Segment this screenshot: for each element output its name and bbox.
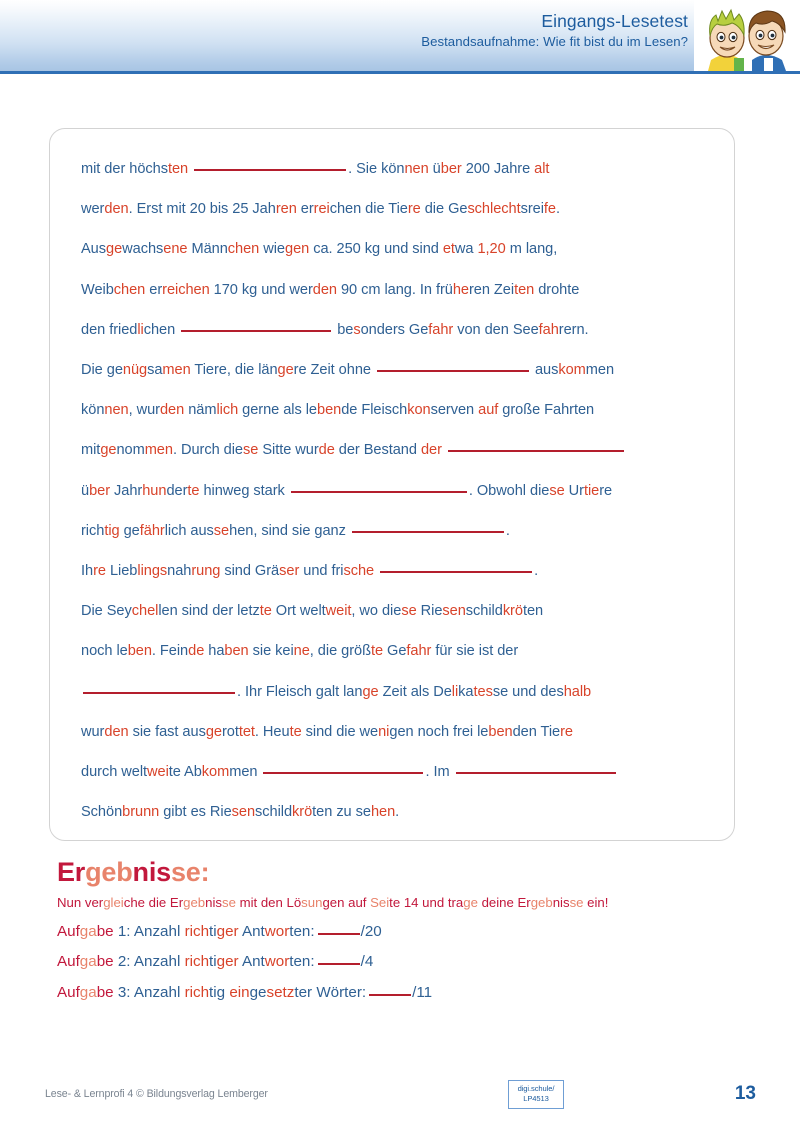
text-run: Nun ver [57,895,104,911]
text-run: ga [79,953,97,971]
text-run: nis [132,857,171,887]
text-run: ter: [344,983,367,1001]
text-run: ca. 250 kg und sind [313,241,443,258]
text-run: . Fein [151,643,189,660]
text-run: 90 cm lang. In frü [340,281,453,298]
text-run: schlecht [467,201,521,218]
text-run: che die Er [123,895,184,911]
text-run: noch le [81,643,128,660]
text-run: de Fleisch [341,402,408,419]
text-run: men [229,764,262,781]
passage-line [81,551,716,591]
text-run: tet [238,723,255,740]
text-run: ga [79,923,97,941]
text-run: wor [264,953,290,971]
text-run: ü [432,161,441,177]
text-run: Auf [57,923,80,941]
text-run: wei [147,764,169,781]
text-run: ber [89,482,115,499]
text-run: fe [543,201,556,218]
text-run: den [312,281,341,298]
text-run: nen [404,161,433,177]
score-max: /11 [412,983,433,1001]
text-run: rot [221,723,239,740]
text-run: aus [530,362,559,379]
text-run: ge [205,723,222,740]
text-run: re [560,723,573,740]
text-run: rich [184,983,210,1001]
text-run: chel [131,603,159,620]
text-run: ge [106,241,123,258]
text-run: brunn [122,804,164,821]
text-run: mit [81,442,101,459]
page-header [0,0,800,75]
text-run: ten zu se [312,804,371,821]
text-run: kon [407,402,431,419]
text-run: Ge [387,643,407,660]
answer-blank[interactable] [291,491,467,493]
text-run: ben [317,402,342,419]
answer-blank[interactable] [263,772,423,774]
text-run: onders Ge [360,321,429,338]
text-run: Wör [316,983,345,1001]
text-run: Lieb [109,563,138,580]
text-run: Sei [370,895,390,911]
text-run: Ur [568,482,584,499]
text-run: tes [473,683,493,700]
text-run: auf [478,402,503,419]
text-run: te [389,895,404,911]
text-run: chen die Tie [329,201,408,218]
text-run: tig [209,983,230,1001]
text-run: rung [191,563,225,580]
text-run: den [104,201,129,218]
passage-line [81,792,716,832]
text-run: ge [277,362,294,379]
text-run: re [93,563,110,580]
text-run: de [188,643,209,660]
text-run: Männ [191,241,228,258]
results-section [57,858,757,1002]
text-run: ten [522,603,544,620]
passage-text [81,149,716,832]
text-run: von den See [457,321,539,338]
text-run: , wur [128,402,160,419]
passage-line [81,149,716,189]
text-run: li [137,321,144,338]
text-run: rich [184,953,210,971]
text-run: Rie [420,603,443,620]
text-run: alt [534,161,550,177]
page-footer [0,1079,800,1131]
score-input-blank[interactable] [318,963,360,965]
text-run: . Obwohl die [468,482,550,499]
text-run: tig [104,522,124,539]
text-run: te [289,723,306,740]
text-run: lich aus [164,522,214,539]
text-run: Anzahl [133,953,185,971]
text-run: gerne als le [242,402,317,419]
text-run: . [555,201,560,218]
text-run: weit [325,603,352,620]
text-run: Aus [81,241,106,258]
passage-line [81,189,716,229]
text-run: . [395,804,400,821]
text-run: nüg [122,362,148,379]
answer-blank[interactable] [181,330,331,332]
text-run: Jahr [114,482,143,499]
text-run: se [213,522,230,539]
text-run: ge [249,983,267,1001]
passage-line [81,350,716,390]
text-run: 14 und tra [403,895,464,911]
answer-blank[interactable] [380,571,532,573]
text-run: fähr [139,522,165,539]
text-run: hen [370,804,396,821]
text-run: chen [227,241,264,258]
text-run: 3: [117,983,134,1001]
text-run: sun [301,895,323,911]
text-run: ren Zei [468,281,515,298]
passage-line [81,390,716,430]
text-run: , wo die [351,603,402,620]
text-run: Ih [81,563,94,580]
text-run: be [96,983,118,1001]
text-run: te Ab [168,764,202,781]
results-heading [57,858,757,886]
text-run: nen [104,402,129,419]
text-run: der Bestand [338,442,421,459]
text-run: geb [183,895,206,911]
text-run: be [96,923,118,941]
score-max: /20 [360,923,382,941]
text-run: se: [170,857,210,887]
text-run: sind Grä [224,563,280,580]
text-run: sche [343,563,379,580]
text-run: Ort welt [275,603,326,620]
header-bottom-rule [0,71,800,74]
text-run: und fri [303,563,344,580]
text-run: sen [442,603,466,620]
text-run: sa [147,362,163,379]
passage-line [81,430,716,470]
text-run: Anzahl [133,983,185,1001]
two-children-illustration [694,0,800,71]
text-run: tie [583,482,600,499]
text-run: wor [264,923,290,941]
text-run: ga [79,983,97,1001]
text-run: li [451,683,459,700]
text-run: reichen [162,281,214,298]
text-run: ten [514,281,539,298]
score-input-blank[interactable] [369,994,411,996]
text-run: se und des [492,683,564,700]
text-run: rich [81,522,105,539]
text-run: rei [313,201,330,218]
text-run: sie fast aus [132,723,206,740]
text-run: nah [167,563,192,580]
text-run: ka [458,683,474,700]
text-run: be [96,953,118,971]
text-run: der [166,482,188,499]
text-run: geb [85,857,133,887]
text-run: , die größ [309,643,371,660]
text-run: 200 Jahre [465,161,535,177]
passage-line [81,270,716,310]
text-run: 1: [117,923,134,941]
text-run: ge [463,895,482,911]
text-run: ger [216,923,242,941]
text-run: . Durch die [172,442,243,459]
text-run: hinweg stark [203,482,289,499]
text-run: 1,20 [477,241,510,258]
text-run: lings [137,563,168,580]
answer-blank[interactable] [456,772,616,774]
page-number: 13 [734,1083,756,1104]
text-run: . Im [425,764,454,781]
text-run: ene [163,241,192,258]
score-input-blank[interactable] [318,933,360,935]
text-run: he [452,281,469,298]
text-run: wur [81,723,105,740]
text-run: se [221,895,240,911]
text-run: ben [488,723,513,740]
text-run: ti [209,923,217,941]
text-run: wa [454,241,478,258]
text-run: gen auf [322,895,371,911]
text-run: drohte [538,281,580,298]
text-run: glei [103,895,124,911]
text-run: len sind der letz [158,603,260,620]
text-run: fahr [406,643,436,660]
text-run: krö [502,603,523,620]
text-run: Er [57,857,86,887]
task-score-row [57,984,757,1002]
text-run: er [149,281,163,298]
text-run: lich [216,402,243,419]
text-run: . Sie kön [348,161,405,177]
text-run: Tiere, die län [194,362,278,379]
text-run: kön [81,402,105,419]
text-run: für sie ist der [435,643,519,660]
digi-schule-url: digi.schule/ [517,1084,555,1093]
text-run: ü [81,482,90,499]
text-run: hun [142,482,167,499]
text-run: men [162,362,195,379]
text-run: . [505,522,510,539]
passage-line [81,471,716,511]
text-run: ha [208,643,225,660]
text-run: ti [209,953,217,971]
text-run: Ant [241,953,265,971]
page-title: Eingangs-Lesetest [541,11,688,31]
answer-blank[interactable] [194,169,346,171]
text-run: srei [520,201,544,218]
text-run: te [187,482,204,499]
text-run: be [333,321,354,338]
text-run: Die Sey [81,603,132,620]
digi-schule-code: LP4513 [523,1093,549,1103]
score-max: /4 [360,953,374,971]
text-run: s [353,321,361,338]
text-run: schild [465,603,503,620]
text-run: de [318,442,339,459]
text-run: Schön [81,804,123,821]
text-run: den [104,723,133,740]
text-run: ne [293,643,310,660]
answer-blank[interactable] [377,370,529,372]
text-run: 170 kg und wer [213,281,313,298]
text-run: nom [116,442,145,459]
text-run: Ant [241,923,265,941]
text-run: gen [285,241,314,258]
text-run: ten [167,161,193,177]
text-run: ten: [289,923,315,941]
answer-blank[interactable] [448,450,624,452]
text-run: se [569,895,588,911]
text-run: kom [201,764,230,781]
text-run: Auf [57,953,80,971]
text-run: ein! [587,895,609,911]
text-run: geb [530,895,553,911]
text-run: Zeit als De [382,683,452,700]
text-run: Auf [57,983,80,1001]
text-run: mit den Lö [239,895,302,911]
text-run: men [585,362,615,379]
task-score-row [57,923,757,941]
passage-line [81,511,716,551]
text-run: ser [279,563,304,580]
text-run: ter [294,983,317,1001]
text-run: fah [538,321,559,338]
two-children-icon [694,0,800,71]
cloze-passage-box [49,128,735,841]
text-run: te [370,643,388,660]
passage-line [81,229,716,269]
text-run: fahr [428,321,458,338]
text-run: Die ge [81,362,123,379]
text-run: Anzahl [133,923,185,941]
passage-line [81,752,716,792]
text-run: näm [188,402,217,419]
text-run: ger [216,953,242,971]
text-run: . Erst mit 20 bis 25 Jah [128,201,276,218]
text-run: nis [552,895,570,911]
text-run: 2: [117,953,134,971]
passage-line [81,310,716,350]
text-run: . Heu [254,723,290,740]
text-run: wer [81,201,105,218]
text-run: schild [255,804,293,821]
header-title-group [421,10,688,51]
text-run: große Fahrten [502,402,595,419]
text-run: ben [127,643,152,660]
text-run: den fried [81,321,138,338]
text-run: chen [143,321,180,338]
results-instruction [57,895,757,911]
text-run: se [242,442,263,459]
text-run: et [442,241,455,258]
text-run: serven [430,402,479,419]
text-run: mit der höchs [81,161,168,177]
text-run: re [407,201,425,218]
text-run: sind die we [305,723,379,740]
passage-line [81,672,716,712]
task-score-row [57,953,757,971]
text-run: te [259,603,276,620]
text-run: hen, sind sie ganz [229,522,350,539]
page-subtitle: Bestandsaufnahme: Wie fit bist du im Lesen? [421,34,688,50]
text-run: den Tie [512,723,561,740]
text-run: ten: [289,953,315,971]
text-run: deine Er [481,895,531,911]
text-run: nis [205,895,222,911]
answer-blank[interactable] [352,531,504,533]
answer-blank[interactable] [83,692,235,694]
text-run: wie [263,241,285,258]
text-run: gen noch frei le [389,723,489,740]
text-run: ber [440,161,466,177]
text-run: se [549,482,569,499]
text-run: gibt es Rie [163,804,232,821]
text-run: ben [224,643,253,660]
text-run: re Zeit ohne [293,362,375,379]
text-run: Sitte wur [262,442,319,459]
text-run: ge [362,683,383,700]
text-run: ge [123,522,140,539]
text-run: der [420,442,446,459]
text-run: die Ge [424,201,468,218]
text-run: durch welt [81,764,148,781]
passage-line [81,631,716,671]
text-run: sie kei [252,643,294,660]
text-run: er [300,201,314,218]
footer-credit: Lese- & Lernprofi 4 © Bildungsverlag Lemberger [45,1088,268,1100]
passage-line [81,591,716,631]
text-run: men [144,442,173,459]
text-run: ren [275,201,301,218]
text-run: Weib [81,281,114,298]
text-run: m lang, [509,241,558,258]
text-run: ein [229,983,250,1001]
text-run: wachs [122,241,164,258]
text-run: halb [563,683,592,700]
text-run: den [159,402,189,419]
text-run: rern. [558,321,589,338]
task-score-list [57,923,757,1002]
text-run: se [401,603,421,620]
text-run: . [534,563,539,580]
text-run: chen [113,281,150,298]
text-run: sen [231,804,256,821]
text-run: re [599,482,613,499]
text-run: krö [292,804,313,821]
digi-schule-code-box[interactable] [508,1080,564,1109]
passage-line [81,712,716,752]
text-run: ni [378,723,390,740]
text-run: ge [100,442,117,459]
text-run: rich [184,923,210,941]
text-run: kom [558,362,586,379]
text-run: setz [266,983,295,1001]
text-run: . Ihr Fleisch galt lan [237,683,363,700]
